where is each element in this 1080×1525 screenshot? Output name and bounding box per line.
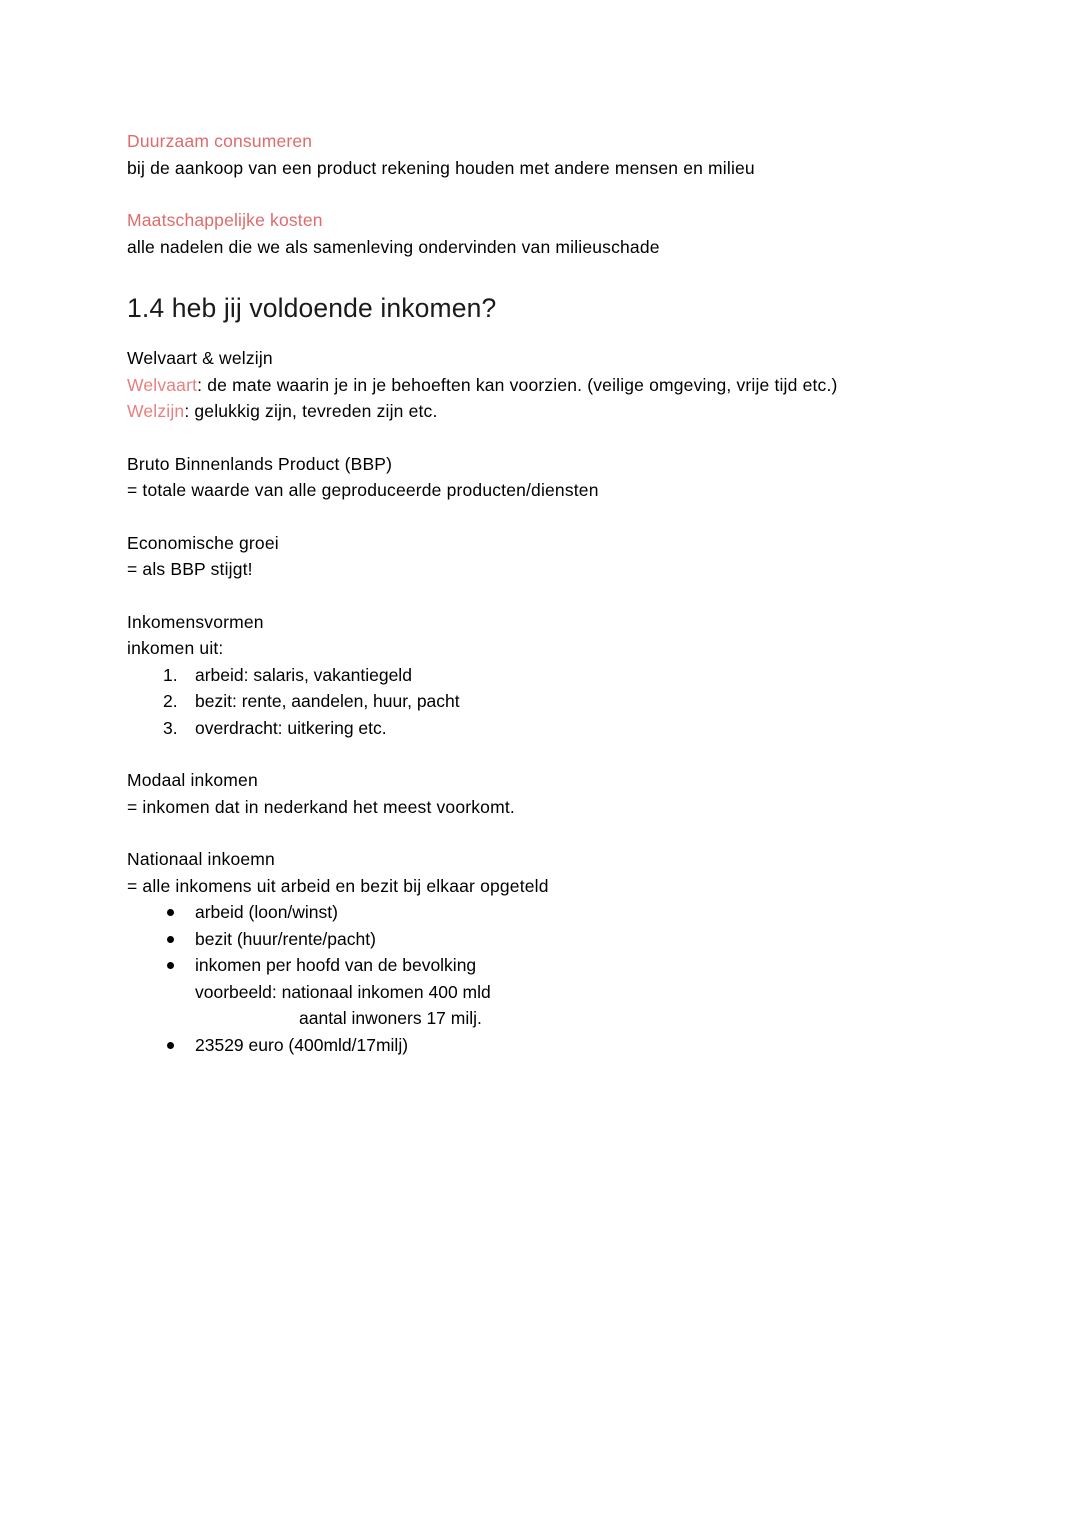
welvaart-welzijn-block (127, 345, 957, 425)
inkomensvormen-block (127, 609, 957, 742)
spacer (127, 741, 957, 767)
nationaal-inkomen-definition: = alle inkomens uit arbeid en bezit bij elkaar opgeteld (127, 875, 549, 896)
bbp-title: Bruto Binnenlands Product (BBP) (127, 453, 393, 474)
definition-entry-maatschappelijke-kosten (127, 207, 957, 260)
spacer (127, 583, 957, 609)
nationaal-inkomen-block (127, 846, 957, 1058)
bbp-block (127, 451, 957, 504)
welvaart-term: Welvaart (127, 374, 198, 395)
list-item-label: 23529 euro (400mld/17milj) (195, 1034, 409, 1055)
bullet-icon (167, 962, 174, 969)
list-item-sub-line-indented: aantal inwoners 17 milj. (299, 1008, 482, 1028)
definition-text: alle nadelen die we als samenleving ondervinden van milieuschade (127, 236, 660, 257)
list-item-label: arbeid (loon/winst) (195, 902, 338, 922)
welvaart-definition: : de mate waarin je in je behoeften kan voorzien. (veilige omgeving, vrije tijd etc.) (197, 374, 838, 395)
economische-groei-block (127, 530, 957, 583)
definition-entry-duurzaam-consumeren (127, 128, 957, 181)
spacer (127, 181, 957, 207)
welzijn-definition-line (127, 398, 957, 425)
bullet-icon (167, 909, 174, 916)
inkomensvormen-title: Inkomensvormen (127, 611, 264, 632)
list-item (127, 926, 957, 953)
list-item (127, 899, 957, 926)
list-item-label: inkomen per hoofd van de bevolking (195, 955, 477, 975)
welzijn-term: Welzijn (127, 401, 185, 421)
bullet-icon (167, 936, 174, 943)
list-item (127, 715, 957, 742)
modaal-inkomen-block (127, 767, 957, 820)
nationaal-inkomen-title: Nationaal inkoemn (127, 849, 275, 869)
list-item-label: bezit (huur/rente/pacht) (195, 928, 376, 949)
inkomensvormen-list (127, 662, 957, 742)
modaal-inkomen-title: Modaal inkomen (127, 770, 258, 790)
bbp-definition: = totale waarde van alle geproduceerde producten/diensten (127, 480, 599, 500)
spacer (127, 425, 957, 451)
spacer (127, 504, 957, 530)
document-body (127, 128, 957, 1058)
spacer (127, 820, 957, 846)
list-item (127, 952, 957, 1032)
list-item-sub-line: voorbeeld: nationaal inkomen 400 mld (195, 981, 491, 1002)
term-label: Duurzaam consumeren (127, 131, 313, 151)
list-item (127, 1032, 957, 1059)
list-item (127, 662, 957, 689)
list-marker: 1. (163, 664, 178, 685)
list-item-label: overdracht: uitkering etc. (195, 717, 387, 738)
list-item (127, 688, 957, 715)
term-label: Maatschappelijke kosten (127, 210, 323, 230)
inkomensvormen-intro: inkomen uit: (127, 638, 224, 658)
welvaart-welzijn-title: Welvaart & welzijn (127, 348, 273, 368)
definition-text: bij de aankoop van een product rekening houden met andere mensen en milieu (127, 157, 755, 178)
economische-groei-title: Economische groei (127, 532, 279, 553)
list-marker: 2. (163, 691, 178, 711)
welvaart-definition-line (127, 372, 957, 399)
welzijn-definition: : gelukkig zijn, tevreden zijn etc. (184, 401, 438, 421)
list-marker: 3. (163, 717, 178, 738)
modaal-inkomen-definition: = inkomen dat in nederkand het meest voorkomt. (127, 796, 515, 817)
economische-groei-definition: = als BBP stijgt! (127, 559, 253, 579)
list-item-label: arbeid: salaris, vakantiegeld (195, 664, 412, 685)
bullet-icon (167, 1042, 174, 1049)
section-heading-wrap (127, 291, 957, 325)
list-item-label: bezit: rente, aandelen, huur, pacht (195, 691, 460, 711)
page-title: 1.4 heb jij voldoende inkomen? (127, 293, 497, 323)
nationaal-inkomen-list (127, 899, 957, 1058)
